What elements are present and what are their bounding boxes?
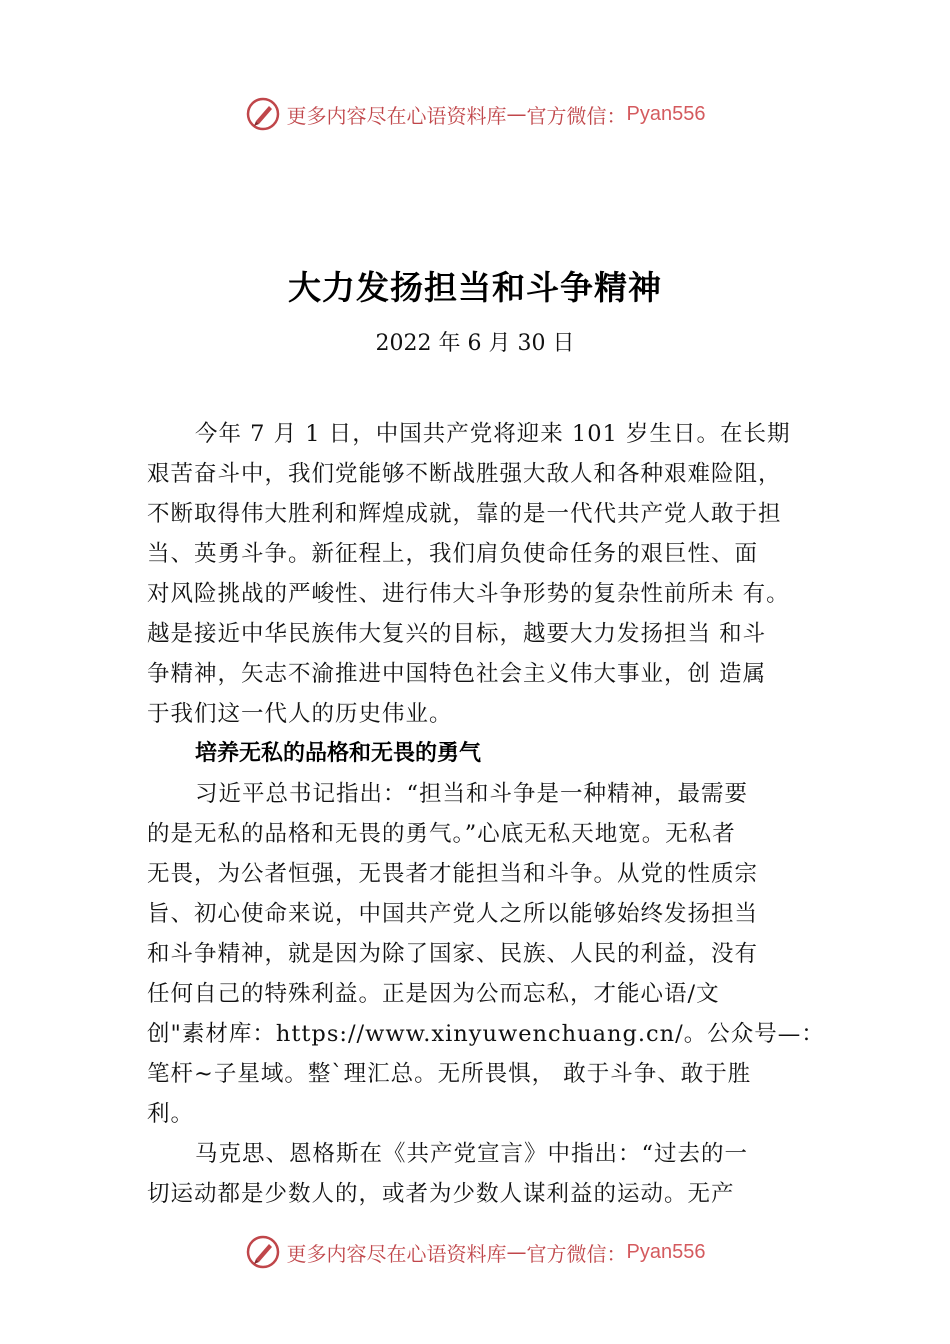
section-heading: 培养无私的品格和无畏的勇气 [195,741,482,766]
paragraph-line: 今年 7 月 1 日，中国共产党将迎来 101 岁生日。在长期 [195,421,791,447]
paragraph-line: 于我们这一代人的历史伟业。 [147,701,453,727]
watermark-lead: 更多内容尽在心语资料库 [286,103,507,128]
paragraph-line: 和斗争精神，就是因为除了国家、民族、人民的利益，没有 [147,941,759,967]
pen-seal-icon [245,96,281,132]
paragraph-line: 马克思、恩格斯在《共产党宣言》中指出：“过去的一 [195,1141,749,1167]
paragraph-line: 争精神，矢志不渝推进中国特色社会主义伟大事业，创 造属 [147,661,767,687]
paragraph-line: 艰苦奋斗中，我们党能够不断战胜强大敌人和各种艰难险阻， [147,461,782,487]
watermark-lead: 更多内容尽在心语资料库 [286,1241,507,1266]
watermark-handle: Pyan556 [626,1240,706,1263]
paragraph-line: 当、英勇斗争。新征程上，我们肩负使命任务的艰巨性、面 [147,541,759,567]
paragraph-line: 不断取得伟大胜利和辉煌成就，靠的是一代代共产党人敢于担 [147,501,782,527]
paragraph-line: 创"素材库：https://www.xinyuwenchuang.cn/。公众号—： [147,1021,825,1047]
paragraph-line: 任何自己的特殊利益。正是因为公而忘私，才能心语/文 [147,981,720,1007]
article-title: 大力发扬担当和斗争精神 [288,268,662,307]
paragraph-line: 习近平总书记指出：“担当和斗争是一种精神，最需要 [195,781,749,807]
footer-watermark [0,1232,950,1272]
paragraph-line: 无畏，为公者恒强，无畏者才能担当和斗争。从党的性质宗 [147,861,759,887]
watermark-wechat-label: 官方微信： [526,1241,627,1266]
article-body [147,414,837,1214]
paragraph-line: 越是接近中华民族伟大复兴的目标，越要大力发扬担当 和斗 [147,621,767,647]
pen-seal-icon [245,1234,281,1270]
paragraph-line: 切运动都是少数人的，或者为少数人谋利益的运动。无产 [147,1181,735,1207]
paragraph-line: 旨、初心使命来说，中国共产党人之所以能够始终发扬担当 [147,901,759,927]
watermark-wechat-label: 官方微信： [526,103,627,128]
paragraph-line: 笔杆~子星域。整`理汇总。无所畏惧， 敢于斗争、敢于胜 [147,1061,752,1087]
watermark-handle: Pyan556 [626,102,706,125]
paragraph-line: 对风险挑战的严峻性、进行伟大斗争形势的复杂性前所未 有。 [147,581,790,607]
watermark-dash: — [506,1240,527,1264]
header-watermark [0,94,950,134]
paragraph-line: 利。 [147,1101,195,1127]
article-date: 2022 年 6 月 30 日 [375,331,575,356]
paragraph-line: 的是无私的品格和无畏的勇气。”心底无私天地宽。无私者 [147,821,736,847]
watermark-dash: — [506,102,527,126]
